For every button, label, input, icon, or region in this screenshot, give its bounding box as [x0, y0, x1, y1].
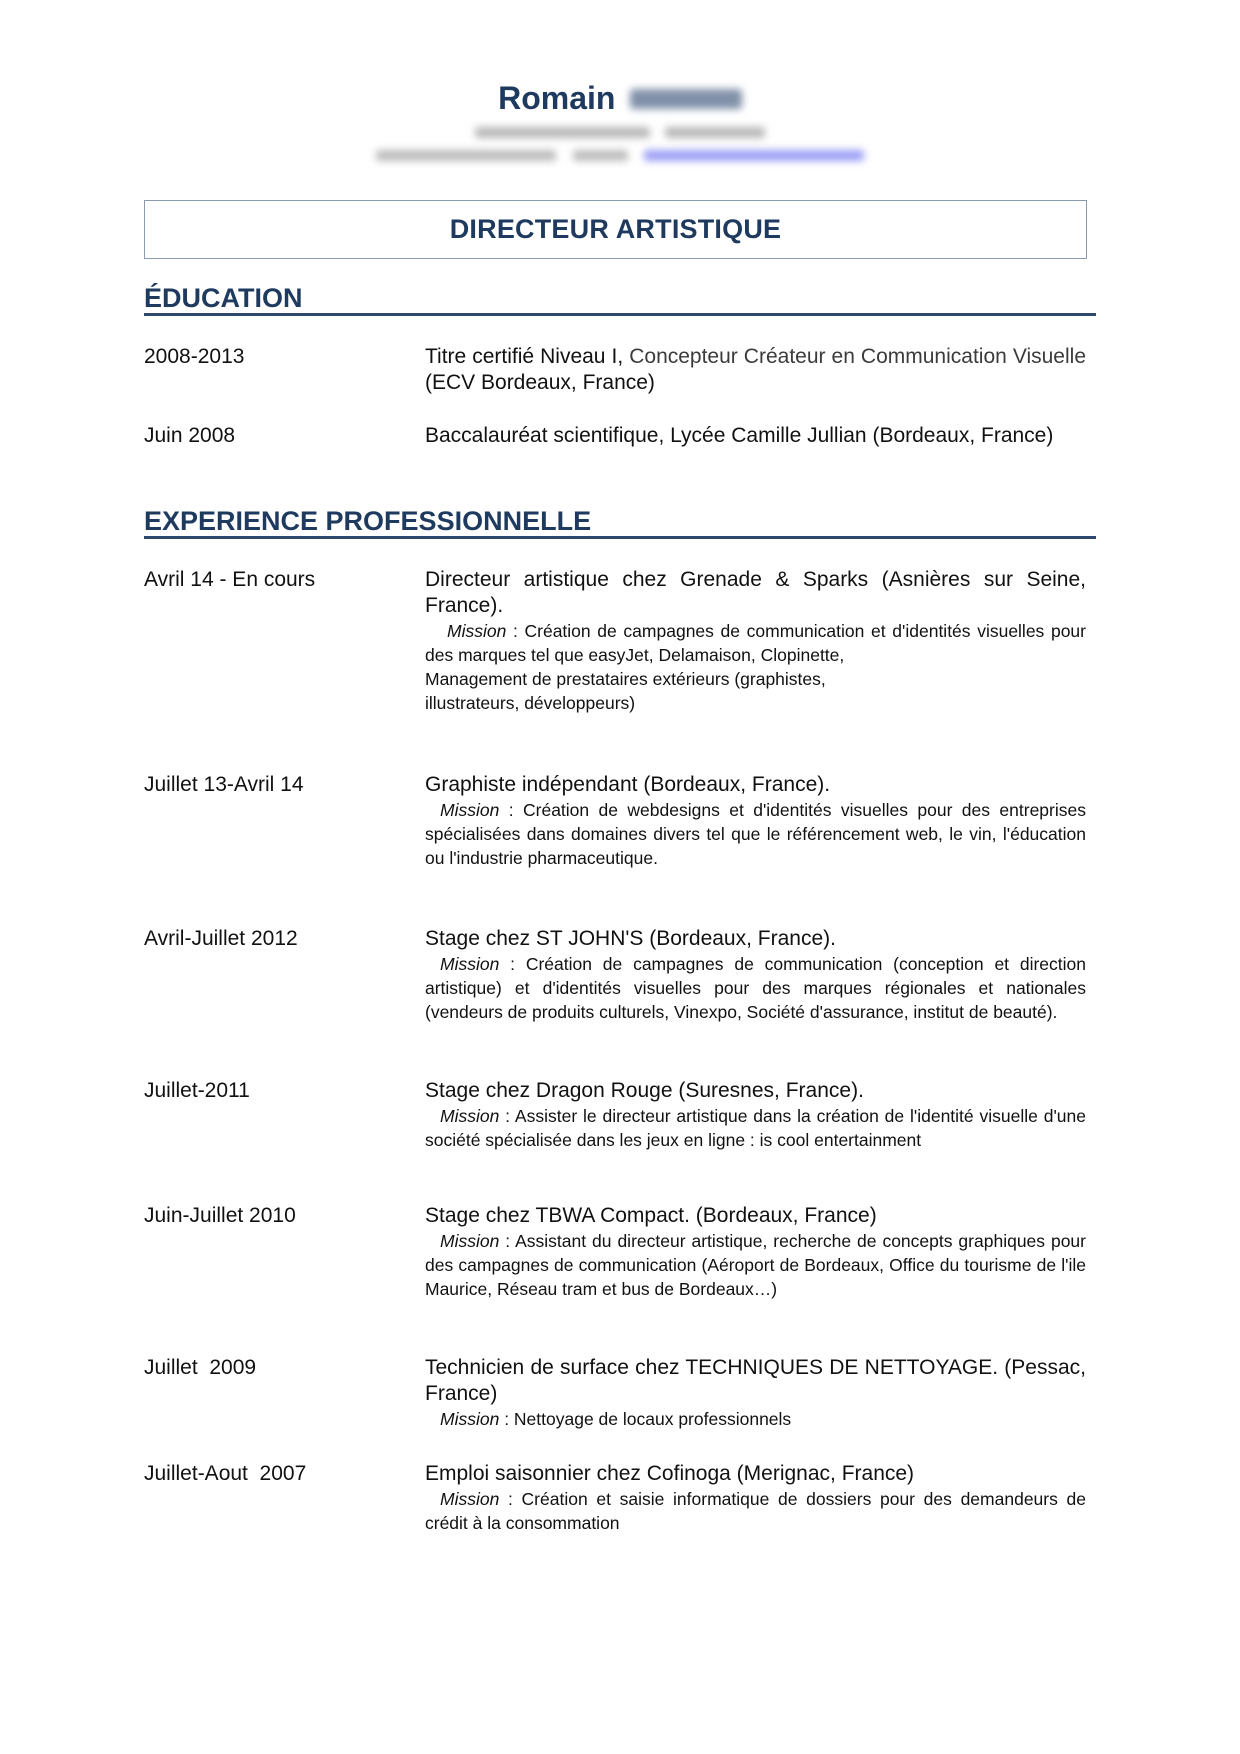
mission-label: Mission [440, 1489, 500, 1509]
entry-date: Juillet-2011 [144, 1079, 250, 1102]
mission-extra: Management de prestataires extérieurs (graphistes, [425, 669, 826, 689]
redacted-phone [376, 150, 556, 161]
entry-title: Stage chez ST JOHN'S (Bordeaux, France). [425, 927, 836, 950]
address-line [0, 124, 1240, 142]
redacted-street [475, 127, 650, 138]
mission-label: Mission [440, 800, 500, 820]
contact-line [0, 147, 1240, 165]
mission-label: Mission [440, 1231, 500, 1251]
entry-date: Juin 2008 [144, 424, 236, 447]
mission-label: Mission [440, 954, 500, 974]
entry-date: 2008-2013 [144, 345, 245, 368]
mission-text: : Nettoyage de locaux professionnels [499, 1409, 792, 1429]
mission-text: : Création de campagnes de communication et d'identités visuelles pour des marques tel que easyJet, Delamaison, Clopinette, [425, 621, 1086, 665]
entry-date: Juillet 13-Avril 14 [144, 773, 304, 796]
degree-title: Titre certifié Niveau I, [425, 345, 630, 368]
entry-mission [425, 1487, 1086, 1535]
entry-mission [425, 1407, 1086, 1431]
mission-text: : Création de campagnes de communication (conception et direction artistique) et d'identités visuelles pour des marques régionales et nationales (vendeurs de produits culturels, Vinexpo, Société d'assurance, institut de beauté). [425, 954, 1086, 1022]
section-heading-education: ÉDUCATION [144, 283, 1096, 316]
section-heading-experience: EXPERIENCE PROFESSIONNELLE [144, 506, 1096, 539]
school: (ECV Bordeaux, France) [425, 371, 655, 394]
entry-date: Avril 14 - En cours [144, 568, 316, 591]
entry-title: Stage chez TBWA Compact. (Bordeaux, France) [425, 1204, 877, 1227]
entry-mission [425, 619, 1086, 667]
job-title: DIRECTEUR ARTISTIQUE [449, 214, 782, 244]
resume-header [0, 80, 1240, 117]
entry-mission [425, 952, 1086, 1024]
entry-mission [425, 1104, 1086, 1152]
redacted-email-label [573, 150, 628, 161]
mission-text: : Assistant du directeur artistique, recherche de concepts graphiques pour des campagnes de communication (Aéroport de Bordeaux, Office du tourisme de l'ile Maurice, Réseau tram et bus de Bordeaux…) [425, 1231, 1086, 1299]
entry-date: Avril-Juillet 2012 [144, 927, 298, 950]
first-name: Romain [498, 80, 616, 116]
entry-title: Graphiste indépendant (Bordeaux, France). [425, 773, 831, 796]
entry-date: Juillet 2009 [144, 1356, 257, 1379]
mission-extra: illustrateurs, développeurs) [425, 693, 636, 713]
mission-text: : Assister le directeur artistique dans la création de l'identité visuelle d'une société spécialisée dans les jeux en ligne : is cool entertainment [425, 1106, 1086, 1150]
entry-title: Emploi saisonnier chez Cofinoga (Merignac, France) [425, 1462, 915, 1485]
job-title-box [144, 200, 1087, 259]
mission-label: Mission [447, 621, 507, 641]
entry-description: Baccalauréat scientifique, Lycée Camille Jullian (Bordeaux, France) [425, 424, 1054, 447]
redacted-city [665, 127, 765, 138]
entry-description [425, 344, 1086, 396]
mission-label: Mission [440, 1106, 500, 1126]
degree-name: Concepteur Créateur en Communication Visuelle [629, 345, 1086, 368]
entry-title: Directeur artistique chez Grenade & Sparks (Asnières sur Seine, France). [425, 568, 1086, 617]
entry-title: Technicien de surface chez TECHNIQUES DE NETTOYAGE. (Pessac, France) [425, 1356, 1086, 1405]
entry-date: Juin-Juillet 2010 [144, 1204, 296, 1227]
entry-mission [425, 1229, 1086, 1301]
entry-date: Juillet-Aout 2007 [144, 1462, 307, 1485]
mission-text: : Création de webdesigns et d'identités visuelles pour des entreprises spécialisées dans domaines divers tel que le référencement web, le vin, l'éducation ou l'industrie pharmaceutique. [425, 800, 1086, 868]
redacted-last-name [630, 89, 742, 109]
entry-title: Stage chez Dragon Rouge (Suresnes, France). [425, 1079, 864, 1102]
mission-text: : Création et saisie informatique de dossiers pour des demandeurs de crédit à la consommation [425, 1489, 1086, 1533]
redacted-email-link[interactable] [644, 150, 864, 161]
entry-mission [425, 798, 1086, 870]
mission-label: Mission [440, 1409, 500, 1429]
